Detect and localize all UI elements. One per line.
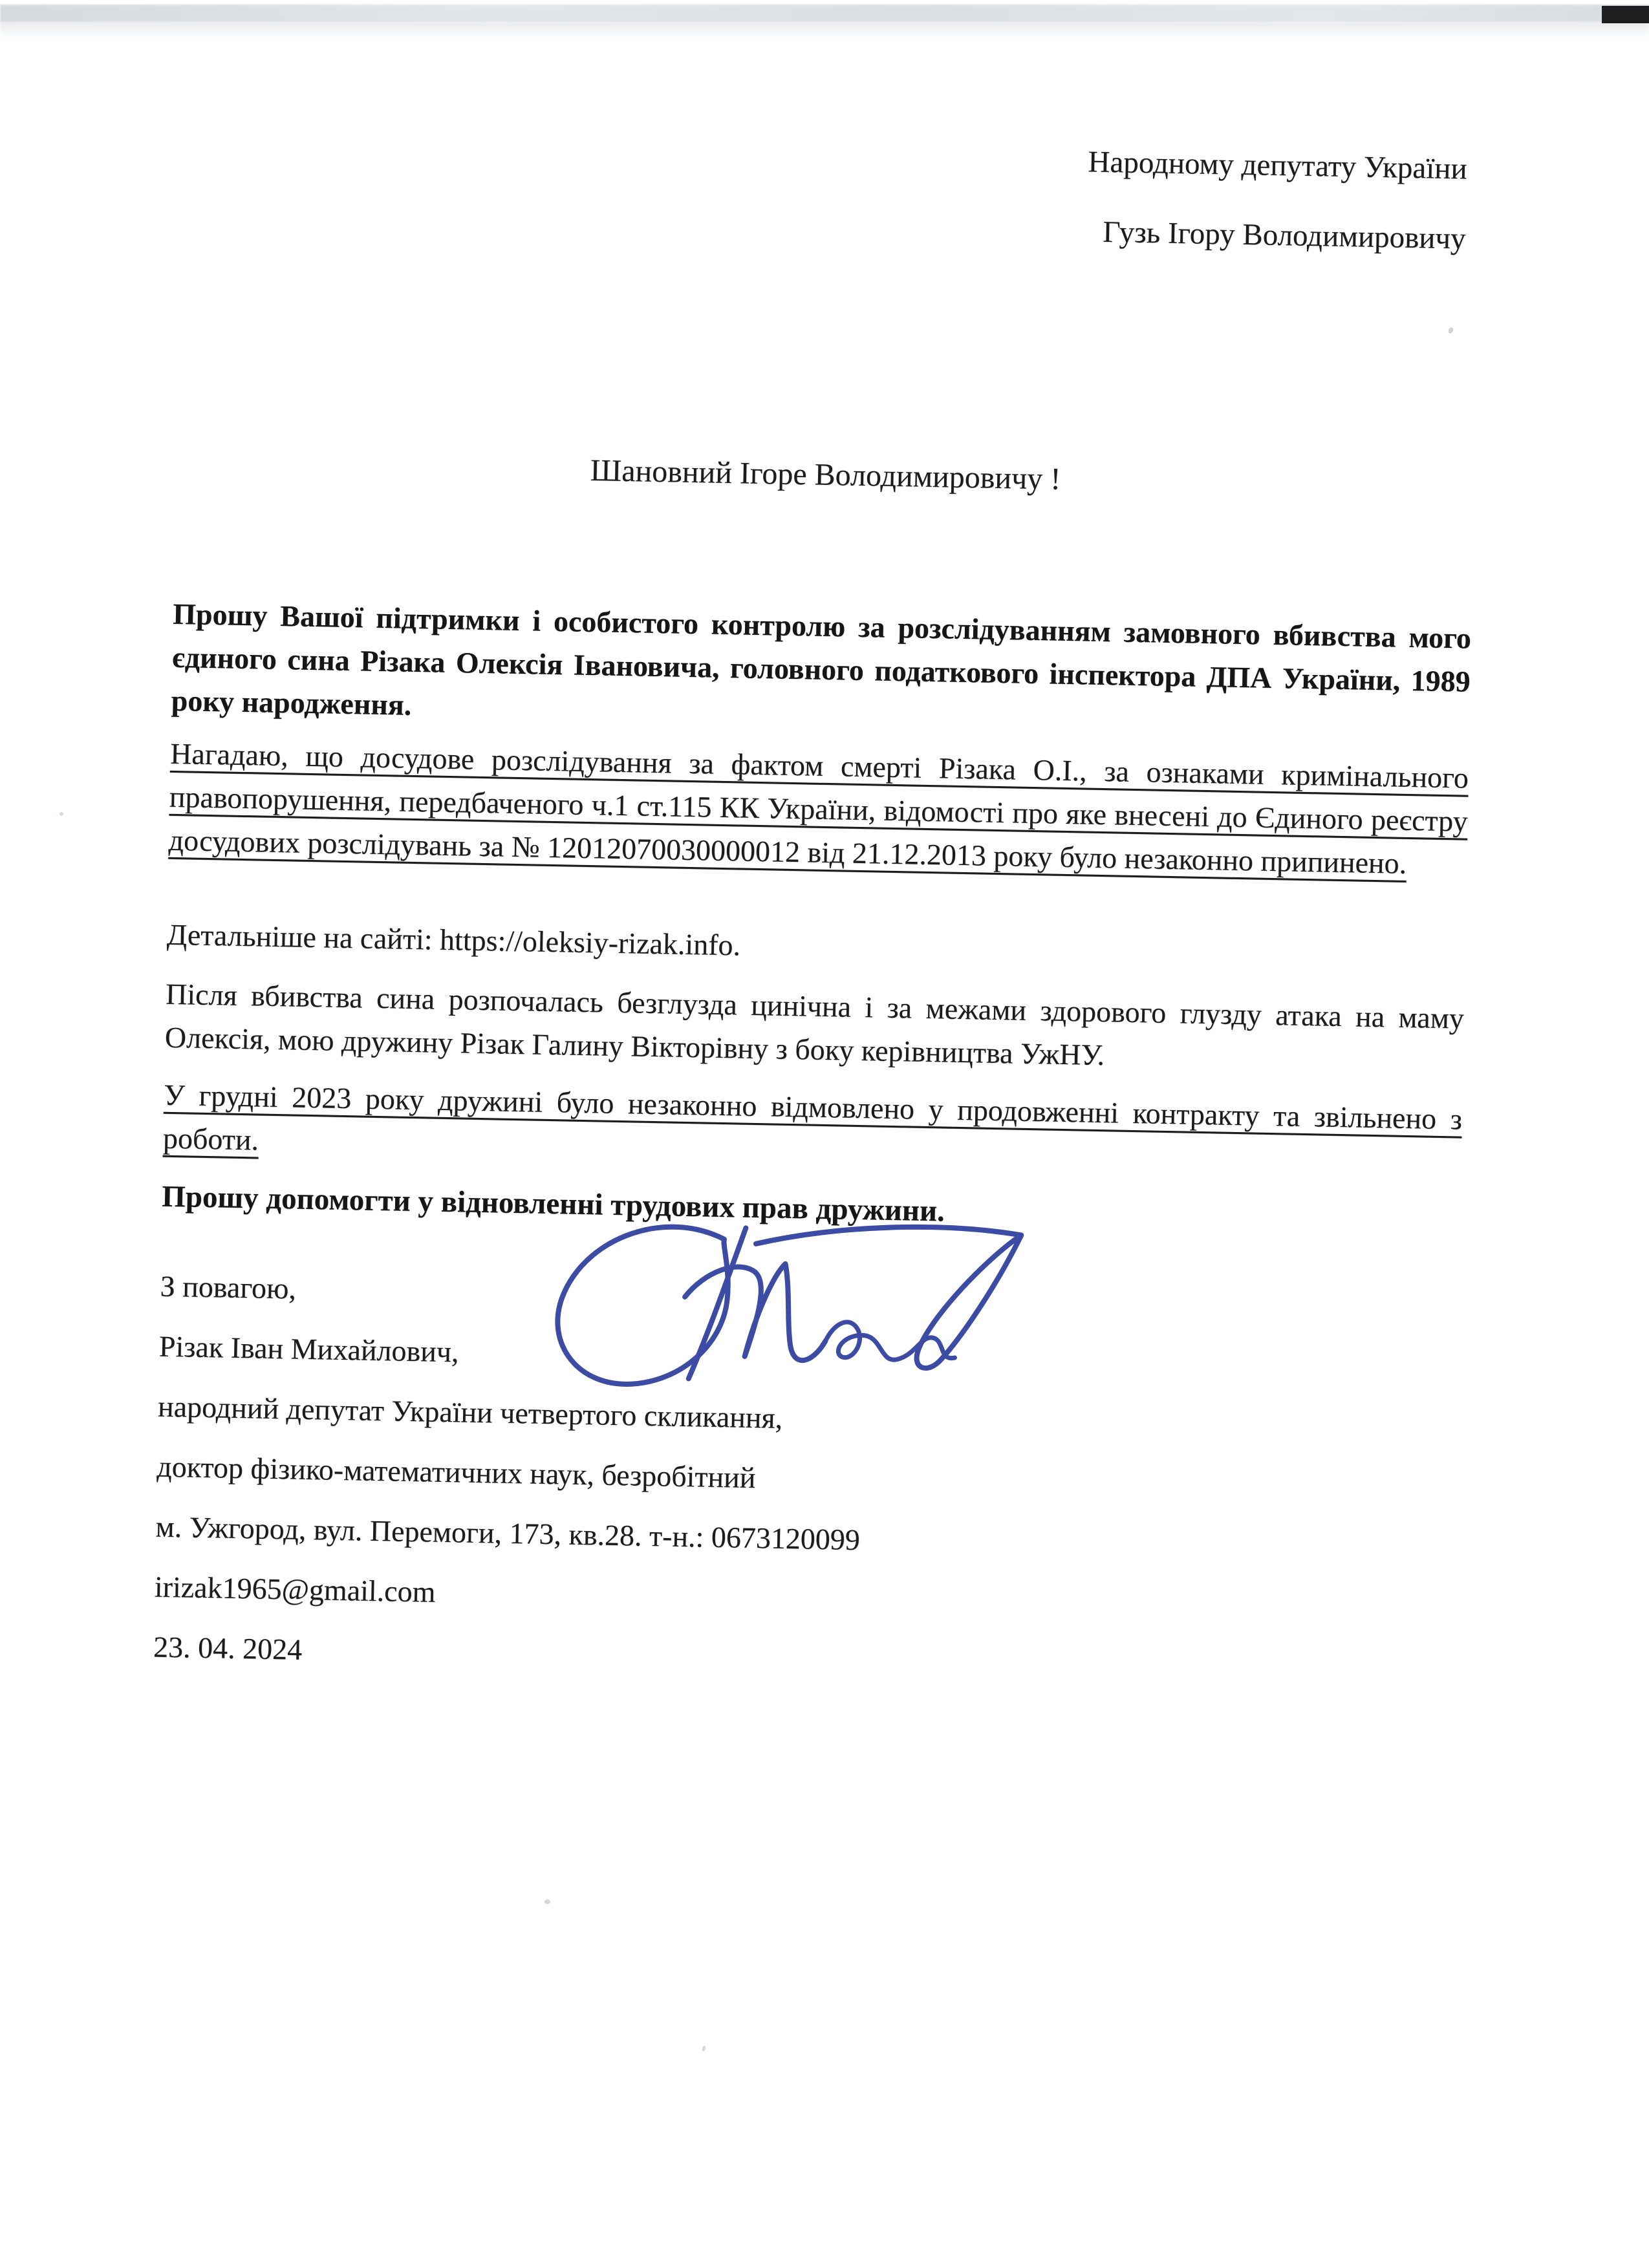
scan-top-band (0, 5, 1649, 22)
closing-title-2: доктор фізико-математичних наук, безробітний (156, 1450, 756, 1495)
signature-flourish-stroke (753, 1224, 1021, 1370)
signature-letters-stroke (684, 1227, 828, 1382)
signature-ink (528, 1201, 1050, 1406)
paragraph-5: У грудні 2023 року дружині було незаконно відмовлено у продовженні контракту та звільнено з роботи. (162, 1078, 1463, 1157)
scan-top-band-fade (0, 22, 1649, 39)
closing-date: 23. 04. 2024 (153, 1630, 303, 1666)
letter-body (144, 110, 1482, 2170)
closing-regards: З повагою, (160, 1269, 297, 1305)
closing-name: Різак Іван Михайлович, (158, 1329, 459, 1369)
recipient-line-1: Народному депутату України (1088, 145, 1468, 186)
closing-title-1: народний депутат України четвертого скликання, (157, 1389, 783, 1435)
scan-corner-mark (1602, 6, 1649, 23)
recipient-block (1086, 127, 1468, 273)
signature-waves-stroke (825, 1321, 956, 1361)
signature-oval-stroke (557, 1225, 729, 1385)
paragraph-1: Прошу Вашої підтримки і особистого контролю за розслідуванням замовного вбивства мого єдиного сина Різака Олексія Івановича, головного податкового інспектора ДПА України, 1989 року народження. (171, 597, 1472, 722)
paragraph-2: Нагадаю, що досудове розслідування за фактом смерті Різака О.І., за ознаками кримінального правопорушення, передбаченого ч.1 ст.115 КК України, відомості про яке внесені до Єдиного реєстру досудових розслідувань за № 12012070030000012 від 21.12.2013 року було незаконно припинено. (168, 736, 1469, 880)
scan-speck (59, 812, 63, 816)
closing-email: irizak1965@gmail.com (154, 1570, 436, 1609)
recipient-line-2: Гузь Ігору Володимировичу (1102, 215, 1467, 256)
closing-address: м. Ужгород, вул. Перемоги, 173, кв.28. т-н.: 0673120099 (155, 1510, 861, 1557)
paragraph-4: Після вбивства сина розпочалась безглузда цинічна і за межами здорового глузду атака на маму Олексія, мою дружину Різак Галину Вікторівну з боку керівництва УжНУ. (164, 977, 1465, 1072)
handwritten-signature (528, 1201, 1050, 1406)
paragraph-3-website: Детальніше на сайті: https://oleksiy-rizak.info. (166, 917, 741, 962)
salutation: Шановний Ігоре Володимировичу ! (590, 453, 1061, 497)
paragraph-6-request: Прошу допомогти у відновленні трудових прав дружини. (161, 1179, 945, 1228)
